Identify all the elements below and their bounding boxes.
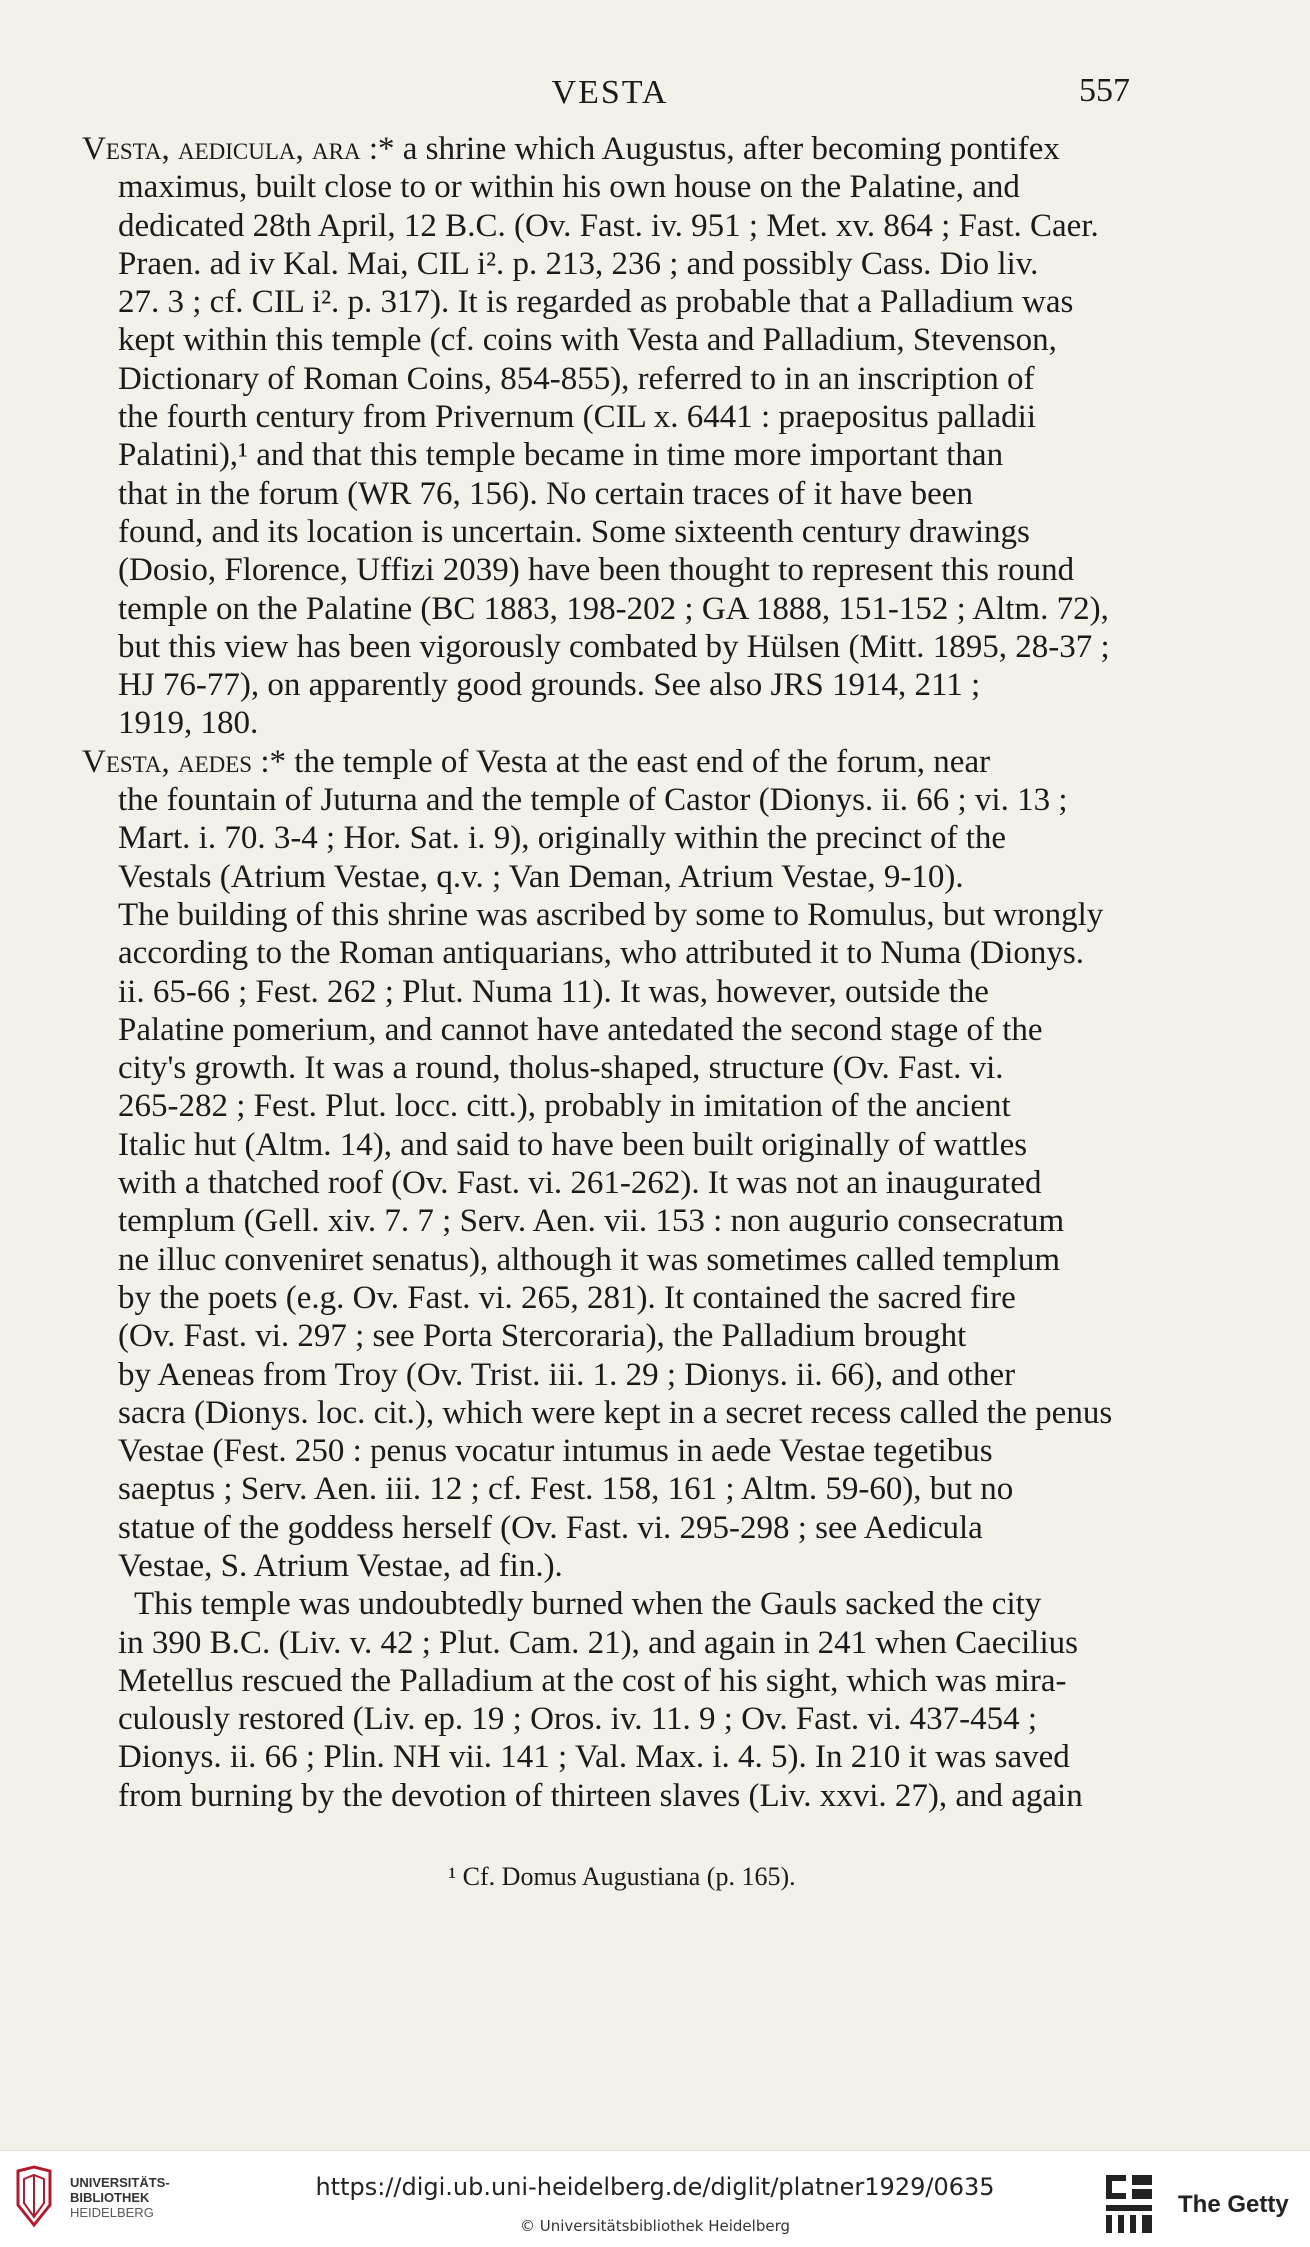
text-line: dedicated 28th April, 12 B.C. (Ov. Fast. iv. 951 ; Met. xv. 864 ; Fast. Caer. xyxy=(118,207,1099,244)
text-line: sacra (Dionys. loc. cit.), which were kept in a secret recess called the penus xyxy=(118,1394,1113,1431)
text-line: temple on the Palatine (BC 1883, 198-202 ; GA 1888, 151-152 ; Altm. 72), xyxy=(118,590,1109,627)
text-line: maximus, built close to or within his own house on the Palatine, and xyxy=(118,169,1020,206)
getty-logo-icon[interactable] xyxy=(1104,2171,1156,2235)
text-line: (Ov. Fast. vi. 297 ; see Porta Stercoraria), the Palladium brought xyxy=(118,1318,967,1355)
text-line: Dictionary of Roman Coins, 854-855), referred to in an inscription of xyxy=(118,360,1035,397)
text-line: from burning by the devotion of thirteen slaves (Liv. xxvi. 27), and again xyxy=(118,1777,1083,1814)
entry-vesta-aedicula xyxy=(82,130,1162,743)
text-line: according to the Roman antiquarians, who attributed it to Numa (Dionys. xyxy=(118,935,1084,972)
text-line: Metellus rescued the Palladium at the cost of his sight, which was mira- xyxy=(118,1662,1067,1699)
text-line: Praen. ad iv Kal. Mai, CIL i². p. 213, 236 ; and possibly Cass. Dio liv. xyxy=(118,245,1039,282)
text-line: statue of the goddess herself (Ov. Fast. vi. 295-298 ; see Aedicula xyxy=(118,1509,983,1546)
text-line: Italic hut (Altm. 14), and said to have been built originally of wattles xyxy=(118,1126,1028,1163)
entry-head: Vesta, aedicula, ara xyxy=(82,131,361,167)
text-line: city's growth. It was a round, tholus-shaped, structure (Ov. Fast. vi. xyxy=(118,1050,1004,1087)
text-line: Vestals (Atrium Vestae, q.v. ; Van Deman, Atrium Vestae, 9-10). xyxy=(118,858,964,895)
university-name: UNIVERSITÄTS- BIBLIOTHEK HEIDELBERG xyxy=(70,2175,170,2220)
text-line: The building of this shrine was ascribed by some to Romulus, but wrongly xyxy=(118,896,1104,933)
footnote: ¹ Cf. Domus Augustiana (p. 165). xyxy=(448,1862,796,1891)
text-line: 265-282 ; Fest. Plut. locc. citt.), probably in imitation of the ancient xyxy=(118,1088,1011,1125)
entry-head: Vesta, aedes xyxy=(82,743,253,780)
text-line: by Aeneas from Troy (Ov. Trist. iii. 1. 29 ; Dionys. ii. 66), and other xyxy=(118,1356,1016,1393)
text-line: culously restored (Liv. ep. 19 ; Oros. iv. 11. 9 ; Ov. Fast. vi. 437-454 ; xyxy=(118,1701,1038,1738)
paragraph-temple-history xyxy=(82,1585,1162,1815)
text-line: that in the forum (WR 76, 156). No certain traces of it have been xyxy=(118,475,973,512)
text-line: ii. 65-66 ; Fest. 262 ; Plut. Numa 11). It was, however, outside the xyxy=(118,973,989,1010)
permalink-url[interactable]: https://digi.ub.uni-heidelberg.de/diglit/platner1929/0635 xyxy=(315,2173,995,2201)
text-line: Mart. i. 70. 3-4 ; Hor. Sat. i. 9), originally within the precinct of the xyxy=(118,820,1007,857)
text-line: 1919, 180. xyxy=(118,705,259,742)
running-head: VESTA xyxy=(551,74,669,111)
partner-name: The Getty xyxy=(1178,2191,1289,2218)
text-line: Vestae (Fest. 250 : penus vocatur intumus in aede Vestae tegetibus xyxy=(118,1433,993,1470)
text-line: 27. 3 ; cf. CIL i². p. 317). It is regarded as probable that a Palladium was xyxy=(118,284,1074,321)
text-line: ne illuc conveniret senatus), although it was sometimes called templum xyxy=(118,1241,1061,1278)
page-header xyxy=(90,70,1130,120)
text-line: saeptus ; Serv. Aen. iii. 12 ; cf. Fest. 158, 161 ; Altm. 59-60), but no xyxy=(118,1471,1014,1508)
text-line: Dionys. ii. 66 ; Plin. NH vii. 141 ; Val. Max. i. 4. 5). In 210 it was saved xyxy=(118,1739,1070,1776)
text-line: (Dosio, Florence, Uffizi 2039) have been thought to represent this round xyxy=(118,552,1075,589)
text-line: kept within this temple (cf. coins with Vesta and Palladium, Stevenson, xyxy=(118,322,1057,359)
text-line: the fourth century from Privernum (CIL x. 6441 : praepositus palladii xyxy=(118,399,1036,436)
text-line: Palatine pomerium, and cannot have antedated the second stage of the xyxy=(118,1011,1043,1048)
text-line: Vestae, S. Atrium Vestae, ad fin.). xyxy=(118,1547,563,1584)
body-text xyxy=(82,130,1162,1891)
copyright-notice: © Universitätsbibliothek Heidelberg xyxy=(519,2217,790,2235)
text-line: the fountain of Juturna and the temple of Castor (Dionys. ii. 66 ; vi. 13 ; xyxy=(118,782,1068,819)
text-line: found, and its location is uncertain. Some sixteenth century drawings xyxy=(118,513,1030,550)
text-line: This temple was undoubtedly burned when the Gauls sacked the city xyxy=(134,1586,1042,1623)
text-line: but this view has been vigorously combated by Hülsen (Mitt. 1895, 28-37 ; xyxy=(118,628,1110,665)
viewer-footer xyxy=(0,2150,1310,2247)
text-line: Vesta, aedes :* the temple of Vesta at the east end of the forum, near xyxy=(82,743,991,780)
text-line: templum (Gell. xiv. 7. 7 ; Serv. Aen. vii. 153 : non augurio consecratum xyxy=(118,1203,1065,1240)
text-line: Palatini),¹ and that this temple became in time more important than xyxy=(118,437,1004,474)
entry-vesta-aedes xyxy=(82,743,1162,1586)
text-line: with a thatched roof (Ov. Fast. vi. 261-262). It was not an inaugurated xyxy=(118,1165,1042,1202)
text-line: HJ 76-77), on apparently good grounds. See also JRS 1914, 211 ; xyxy=(118,667,981,704)
text-line: by the poets (e.g. Ov. Fast. vi. 265, 281). It contained the sacred fire xyxy=(118,1279,1016,1316)
text-line: Vesta, aedicula, ara :* a shrine which Augustus, after becoming pontifex xyxy=(82,131,1060,167)
text-line: in 390 B.C. (Liv. v. 42 ; Plut. Cam. 21), and again in 241 when Caecilius xyxy=(118,1624,1078,1661)
page-number: 557 xyxy=(1079,72,1130,109)
